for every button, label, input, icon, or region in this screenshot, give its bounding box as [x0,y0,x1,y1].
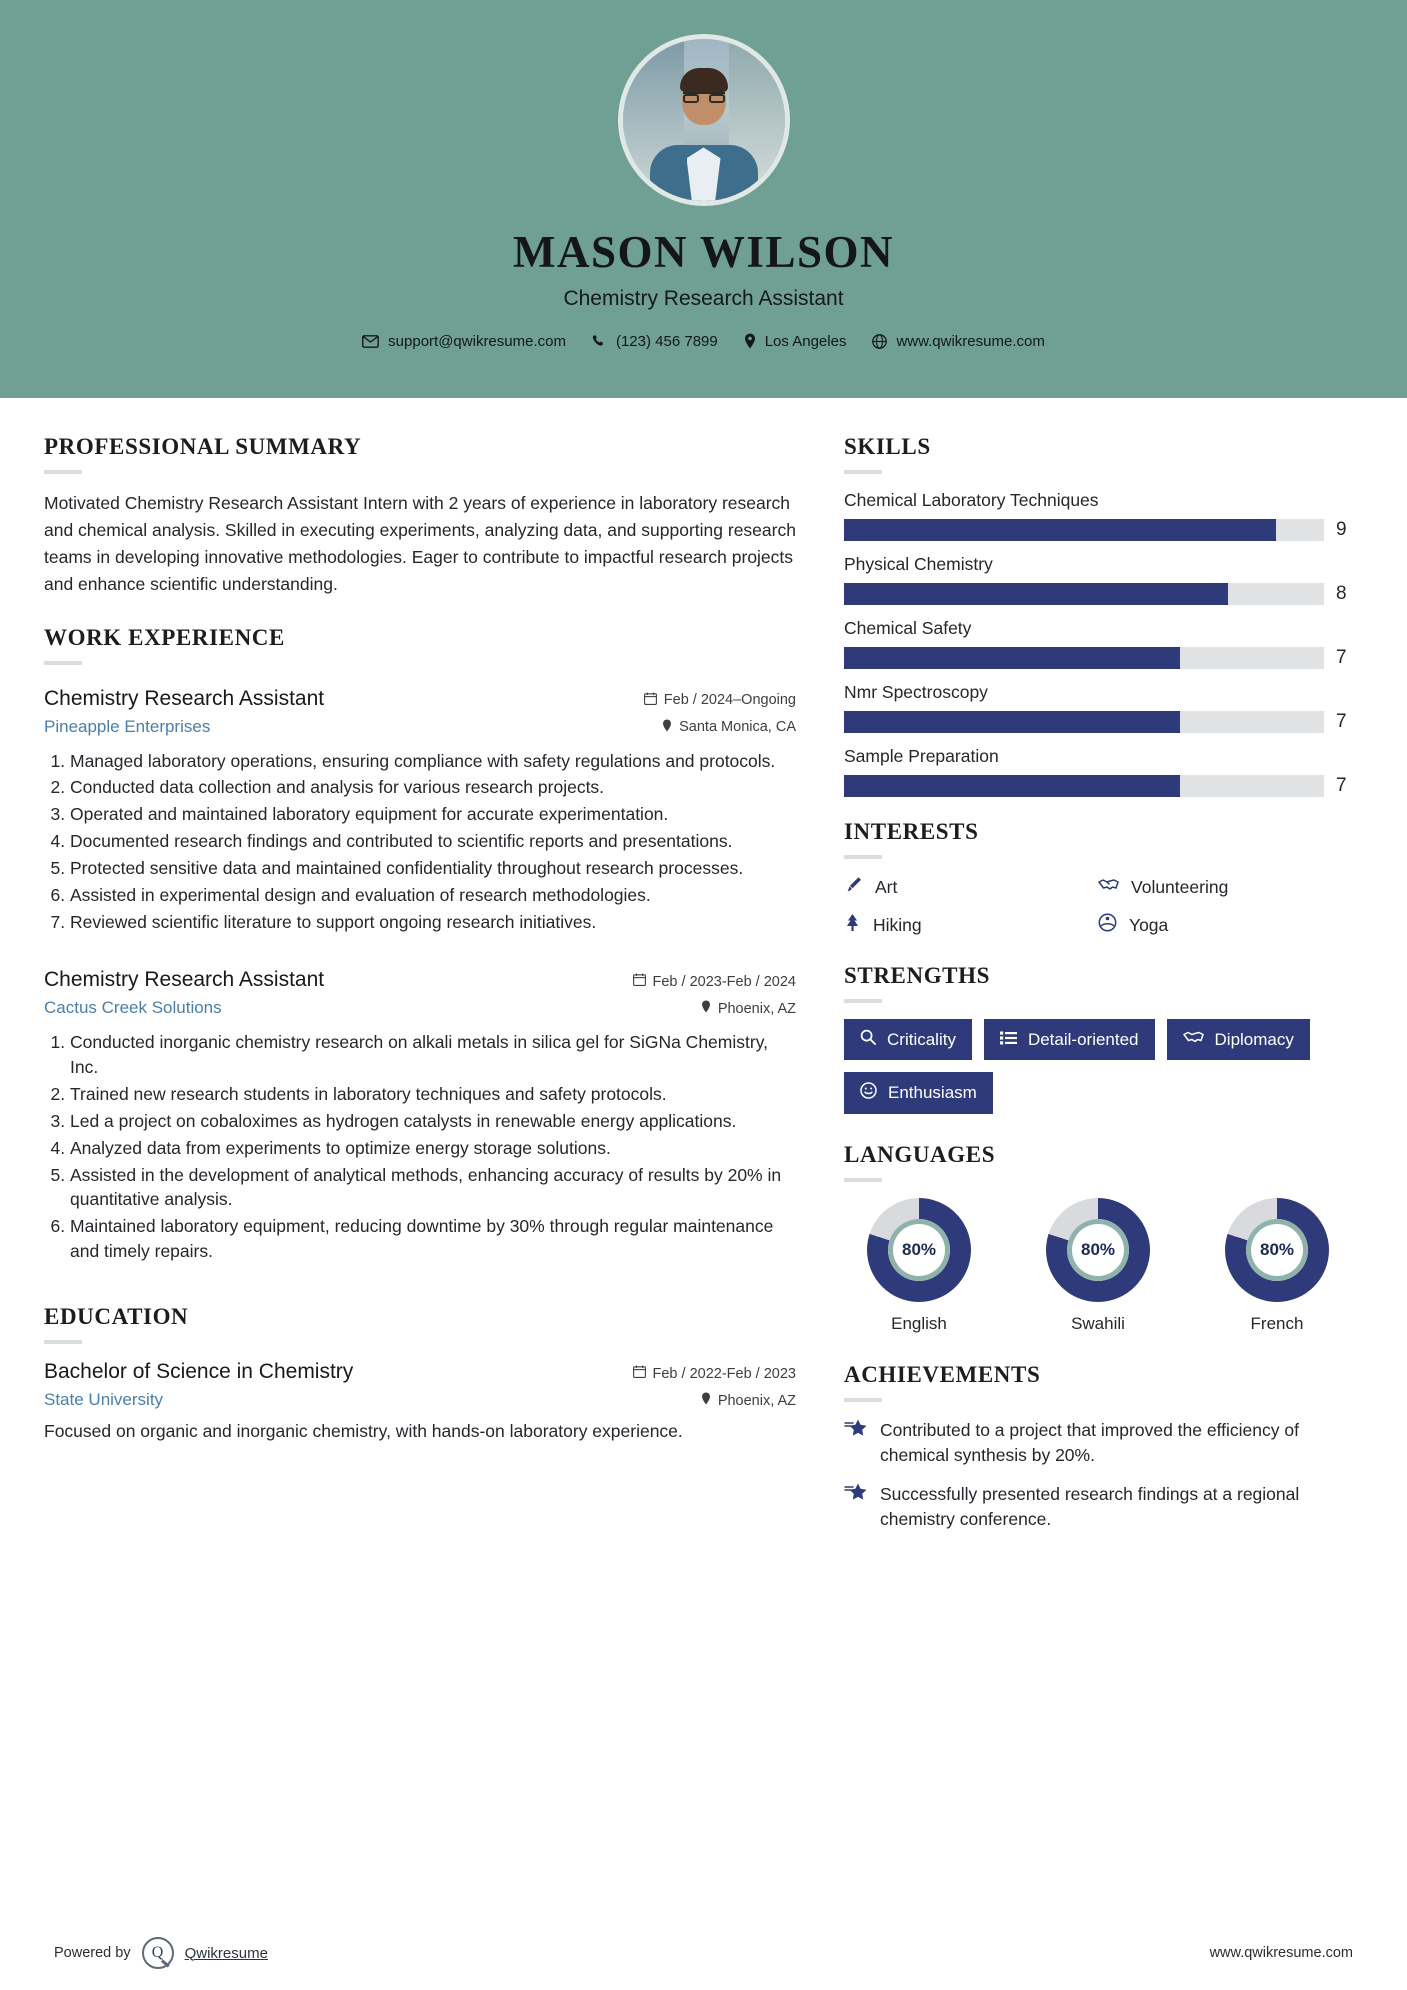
list-icon [1000,1030,1017,1050]
section-interests [844,819,1352,937]
list-item: 1. Managed laboratory operations, ensuring compliance with safety regulations and protocols. [70,749,796,774]
language-donut [1225,1198,1329,1302]
contact-location-text: Los Angeles [764,332,847,350]
strength-label: Enthusiasm [888,1083,977,1102]
language-label: Swahili [1071,1314,1125,1333]
tree-icon [844,913,861,937]
title-rule [844,1178,882,1182]
job-title: Chemistry Research Assistant [44,968,325,992]
interest-item [844,875,1098,899]
contact-phone-text: (123) 456 7899 [615,332,718,350]
skill-fill [844,775,1180,797]
skill-fill [844,647,1180,669]
section-title-achievements: ACHIEVEMENTS [844,1362,1041,1387]
skill-value: 7 [1336,647,1347,668]
skill-name: Chemical Laboratory Techniques [844,490,1099,510]
left-column [44,434,796,1545]
list-item: 7. Reviewed scientific literature to support ongoing research initiatives. [70,910,796,935]
skill-name: Nmr Spectroscopy [844,682,988,702]
skill-name: Chemical Safety [844,618,972,638]
list-item: 2. Conducted data collection and analysis for various research projects. [70,775,796,800]
title-rule [44,1340,82,1344]
job-title: Chemistry Research Assistant [44,686,325,710]
page-title: MASON WILSON [513,227,894,277]
list-item: 5. Protected sensitive data and maintained confidentiality throughout research processes. [70,856,796,881]
section-skills [844,434,1352,797]
skill-item [844,490,1352,541]
job-company[interactable]: Pineapple Enterprises [44,716,211,736]
location-icon [701,1392,711,1409]
skill-track [844,519,1324,541]
education-dates-text: Feb / 2022-Feb / 2023 [652,1365,796,1382]
title-rule [844,999,882,1003]
list-item: 2. Trained new research students in laboratory techniques and safety protocols. [70,1082,796,1107]
skill-name: Sample Preparation [844,746,999,766]
mail-icon [362,335,379,348]
section-title-skills: SKILLS [844,434,931,459]
achievement-item [844,1482,1352,1532]
achievement-text: Contributed to a project that improved the efficiency of chemical synthesis by 20%. [880,1420,1299,1465]
phone-icon [592,334,607,349]
footer-brand[interactable]: Qwikresume [184,1944,268,1962]
avatar-photo [623,39,785,201]
title-rule [44,661,82,665]
calendar-icon [633,973,646,990]
section-title-work: WORK EXPERIENCE [44,624,285,650]
language-donut [867,1198,971,1302]
interest-label: Volunteering [1131,876,1229,897]
section-title-interests: INTERESTS [844,819,979,844]
badge-star-icon [844,1482,868,1509]
skill-fill [844,583,1228,605]
language-item [1023,1198,1173,1334]
contact-row [0,333,1407,350]
job-location [701,1000,796,1017]
job-location [662,719,796,736]
list-item: 4. Analyzed data from experiments to optimize energy storage solutions. [70,1136,796,1161]
strength-chip-criticality [844,1019,972,1060]
handshake-icon [1183,1029,1204,1050]
job-bullets [44,1030,796,1264]
smile-icon [860,1082,877,1104]
job-location-text: Phoenix, AZ [717,1000,796,1017]
calendar-icon [644,692,657,709]
contact-phone[interactable] [592,333,718,350]
interest-item [1098,913,1352,937]
contact-website-text: www.qwikresume.com [896,332,1045,350]
language-label: English [891,1314,947,1333]
language-donut [1046,1198,1150,1302]
education-location-text: Phoenix, AZ [717,1392,796,1409]
paint-brush-icon [844,875,863,899]
language-value: 80% [1246,1219,1308,1281]
summary-text: Motivated Chemistry Research Assistant Intern with 2 years of experience in laboratory research and chemical analysis. Skilled in executing experiments, analyzing data, and supporting research teams in developing innovative methodologies. Eager to contribute to impactful research projects and enhance scientific understanding. [44,493,796,595]
list-item: 3. Led a project on cobaloximes as hydrogen catalysts in renewable energy applications. [70,1109,796,1134]
skill-name: Physical Chemistry [844,554,993,574]
skill-item [844,618,1352,669]
list-item: 1. Conducted inorganic chemistry research on alkali metals in silica gel for SiGNa Chemistry, Inc. [70,1030,796,1080]
job-dates [644,692,796,709]
handshake-icon [1098,876,1119,898]
section-languages [844,1142,1352,1334]
badge-star-icon [844,1418,868,1445]
search-icon [860,1029,876,1050]
job-location-text: Santa Monica, CA [679,719,796,735]
skill-track [844,711,1324,733]
skill-track [844,647,1324,669]
skill-value: 8 [1336,583,1347,604]
list-item: 3. Operated and maintained laboratory equipment for accurate experimentation. [70,802,796,827]
job-dates-text: Feb / 2024–Ongoing [663,692,796,708]
avatar [618,34,790,206]
location-icon [701,1000,711,1017]
footer-website[interactable]: www.qwikresume.com [1209,1945,1353,1961]
list-item: 6. Assisted in experimental design and evaluation of research methodologies. [70,883,796,908]
title-rule [844,1398,882,1402]
job-dates [633,973,797,990]
contact-website[interactable] [872,333,1044,350]
resume-header [0,0,1407,398]
achievement-text: Successfully presented research findings at a regional chemistry conference. [880,1483,1300,1529]
education-degree: Bachelor of Science in Chemistry [44,1360,354,1383]
section-education [44,1304,796,1444]
skill-value: 7 [1336,711,1347,732]
title-rule [844,855,882,859]
strength-label: Detail-oriented [1027,1029,1139,1049]
interest-label: Yoga [1129,914,1169,935]
skill-item [844,554,1352,605]
interest-label: Hiking [873,914,922,935]
list-item: 4. Documented research findings and contributed to scientific reports and presentations. [70,829,796,854]
page-footer [0,1916,1407,1990]
skill-fill [844,519,1276,541]
work-entry [44,687,796,935]
strength-label: Criticality [887,1029,956,1049]
strength-chip-detail-oriented [984,1019,1155,1060]
location-icon [662,719,672,736]
skill-track [844,583,1324,605]
section-title-strengths: STRENGTHS [844,963,991,988]
education-school[interactable]: State University [44,1390,164,1409]
section-strengths [844,963,1352,1114]
section-title-education: EDUCATION [44,1304,189,1329]
skill-fill [844,711,1180,733]
yoga-icon [1098,913,1117,937]
language-item [844,1198,994,1334]
title-rule [44,470,82,474]
contact-email[interactable] [362,333,566,350]
work-entry [44,968,796,1264]
interest-item [844,913,1098,937]
section-professional-summary [44,434,796,599]
language-value: 80% [888,1219,950,1281]
language-label: French [1250,1314,1304,1333]
skill-item [844,746,1352,797]
achievement-item [844,1418,1352,1468]
job-role: Chemistry Research Assistant [563,286,844,310]
section-work-experience [44,625,796,1265]
interest-label: Art [875,876,898,897]
job-bullets [44,749,796,935]
job-company[interactable]: Cactus Creek Solutions [44,998,222,1018]
section-achievements [844,1362,1352,1531]
education-location [701,1392,796,1409]
location-icon [744,333,756,349]
list-item: 5. Assisted in the development of analytical methods, enhancing accuracy of results by 20% in quantitative analysis. [70,1163,796,1213]
skill-value: 9 [1336,519,1347,540]
strength-chip-diplomacy [1167,1019,1310,1060]
skill-track [844,775,1324,797]
interest-item [1098,875,1352,899]
education-description: Focused on organic and inorganic chemistry, with hands-on laboratory experience. [44,1421,683,1441]
contact-email-text: support@qwikresume.com [388,332,566,350]
right-column [844,434,1352,1545]
job-dates-text: Feb / 2023-Feb / 2024 [652,973,796,990]
language-value: 80% [1067,1219,1129,1281]
strength-label: Diplomacy [1214,1029,1294,1049]
language-item [1202,1198,1352,1334]
contact-location[interactable] [744,333,847,350]
section-title-summary: PROFESSIONAL SUMMARY [44,434,362,459]
globe-icon [872,334,887,349]
skill-item [844,682,1352,733]
strength-chip-enthusiasm [844,1072,993,1114]
section-title-languages: LANGUAGES [844,1142,996,1167]
resume-body [0,398,1407,1545]
qwikresume-logo-icon: Q [142,1937,174,1969]
calendar-icon [633,1365,646,1382]
list-item: 6. Maintained laboratory equipment, reducing downtime by 30% through regular maintenance and timely repairs. [70,1214,796,1264]
skill-value: 7 [1336,775,1347,796]
footer-powered-by: Powered by [54,1945,131,1961]
education-entry [44,1360,796,1444]
education-dates [633,1365,797,1382]
title-rule [844,470,882,474]
